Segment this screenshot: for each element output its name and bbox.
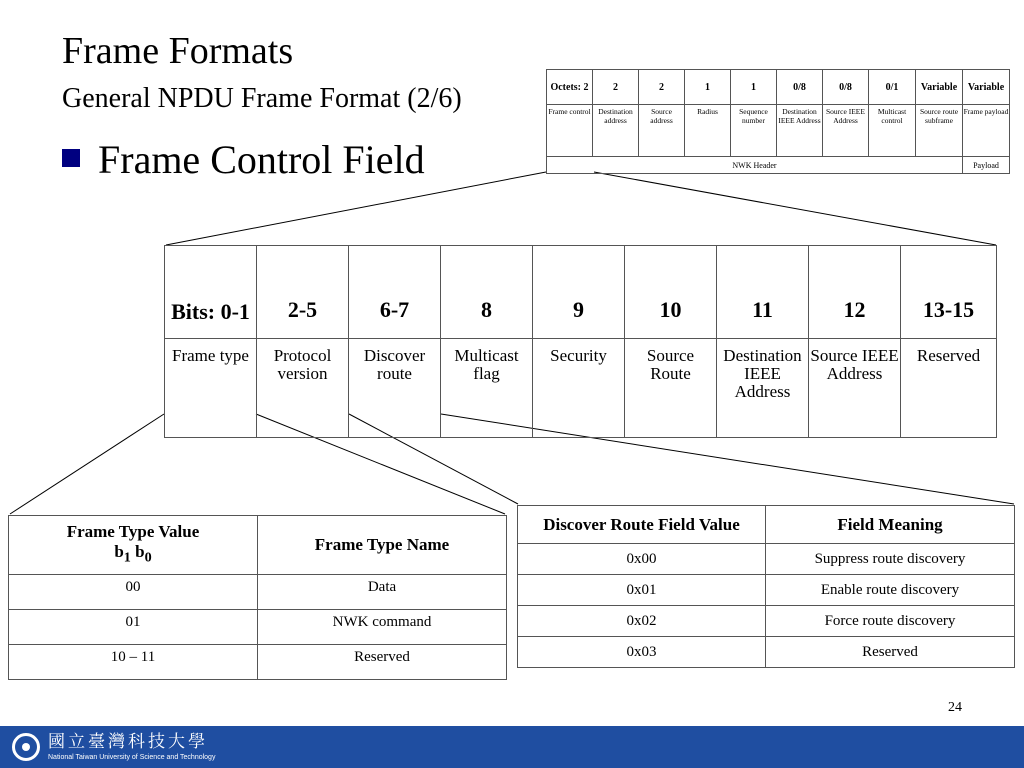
fc-bits-cell: 12 [809,246,901,339]
frame-type-table [8,515,507,680]
connector-line [166,172,546,245]
frame-type-name-cell: Data [258,575,507,610]
fc-bits-cell: 13-15 [901,246,997,339]
npdu-field-cell: Radius [685,105,731,157]
fc-bits-cell: 9 [533,246,625,339]
nwk-header-cell: NWK Header [547,157,963,174]
npdu-octets-cell: Octets: 2 [547,70,593,105]
npdu-field-cell: Source IEEE Address [823,105,869,157]
npdu-octets-cell: 2 [593,70,639,105]
npdu-field-cell: Destination address [593,105,639,157]
discover-route-table [517,505,1015,668]
fc-field-cell: Security [533,339,625,438]
table-row [9,610,507,645]
fc-bits-cell: 6-7 [349,246,441,339]
fc-field-cell: Frame type [165,339,257,438]
frame-type-value-cell: 01 [9,610,258,645]
field-meaning-header: Field Meaning [766,506,1015,544]
npdu-field-cell: Frame payload [963,105,1010,157]
table-row [9,575,507,610]
npdu-field-cell: Frame control [547,105,593,157]
bullet-text: Frame Control Field [98,137,425,182]
slide-title: Frame Formats [62,30,294,72]
discover-route-value-cell: 0x01 [518,575,766,606]
slide-subtitle: General NPDU Frame Format (2/6) [62,83,462,114]
fc-bits-cell: 11 [717,246,809,339]
field-meaning-cell: Suppress route discovery [766,544,1015,575]
table-row [9,645,507,680]
fc-field-cell: Source IEEE Address [809,339,901,438]
field-meaning-cell: Reserved [766,637,1015,668]
npdu-field-cell: Source address [639,105,685,157]
npdu-octets-cell: Variable [963,70,1010,105]
fc-bits-cell: 2-5 [257,246,349,339]
connector-line [594,172,996,245]
page-number: 24 [948,700,962,715]
field-meaning-cell: Enable route discovery [766,575,1015,606]
fc-field-cell: Source Route [625,339,717,438]
frame-type-value-cell: 10 – 11 [9,645,258,680]
table-row [518,544,1015,575]
discover-route-value-cell: 0x03 [518,637,766,668]
connector-line [10,414,164,514]
frame-type-name-cell: Reserved [258,645,507,680]
frame-type-name-cell: NWK command [258,610,507,645]
npdu-octets-cell: 1 [731,70,777,105]
fc-field-cell: Multicast flag [441,339,533,438]
discover-route-value-cell: 0x00 [518,544,766,575]
npdu-field-cell: Sequence number [731,105,777,157]
fc-bits-cell: Bits: 0-1 [165,246,257,339]
discover-route-value-header: Discover Route Field Value [518,506,766,544]
npdu-octets-cell: 2 [639,70,685,105]
university-logo-icon [12,733,40,761]
table-row [518,575,1015,606]
frame-type-value-cell: 00 [9,575,258,610]
table-row [518,637,1015,668]
fc-bits-cell: 8 [441,246,533,339]
fc-field-cell: Discover route [349,339,441,438]
npdu-octets-cell: 0/1 [869,70,916,105]
fc-field-cell: Destination IEEE Address [717,339,809,438]
fc-field-cell: Reserved [901,339,997,438]
fc-bits-cell: 10 [625,246,717,339]
university-name-chinese: 國立臺灣科技大學 [48,732,208,752]
frame-type-value-header: Frame Type Value $b_1$ $b_0$ [9,516,258,575]
npdu-field-cell: Source route subframe [916,105,963,157]
npdu-field-cell: Multicast control [869,105,916,157]
fc-field-cell: Protocol version [257,339,349,438]
field-meaning-cell: Force route discovery [766,606,1015,637]
npdu-frame-table [546,69,1010,174]
discover-route-value-cell: 0x02 [518,606,766,637]
npdu-octets-cell: Variable [916,70,963,105]
payload-cell: Payload [963,157,1010,174]
npdu-field-cell: Destination IEEE Address [777,105,823,157]
npdu-octets-cell: 0/8 [777,70,823,105]
university-name-english: National Taiwan University of Science and Technology [48,754,216,761]
table-row [518,606,1015,637]
frame-control-table [164,245,997,438]
npdu-octets-cell: 0/8 [823,70,869,105]
frame-type-name-header: Frame Type Name [258,516,507,575]
npdu-octets-cell: 1 [685,70,731,105]
